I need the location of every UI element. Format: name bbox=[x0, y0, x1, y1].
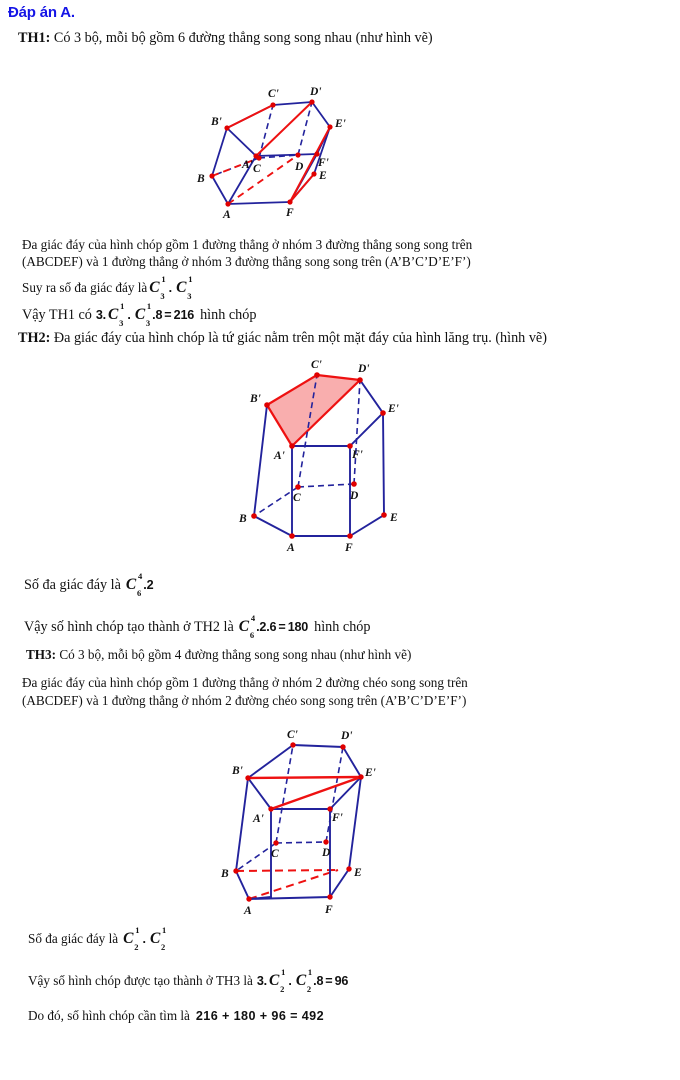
highlighted-quad-ABCD-prime bbox=[267, 375, 360, 446]
red-hidden-diagonals bbox=[236, 870, 338, 899]
th3-so-prefix: Số đa giác đáy là bbox=[28, 931, 119, 946]
th2-so-prefix: Số đa giác đáy là bbox=[24, 577, 121, 593]
th1-vay-lead: 3. bbox=[95, 308, 106, 322]
vertex-label-Dp: D' bbox=[341, 730, 353, 742]
comb-c1-2-b: C 1 2 bbox=[149, 925, 167, 952]
th3-vay-result: 96 bbox=[334, 974, 349, 988]
red-solid-diagonals bbox=[248, 777, 361, 809]
th1-suyra-prefix: Suy ra số đa giác đáy là bbox=[22, 280, 148, 295]
vertex-label-Dp: D' bbox=[358, 363, 370, 375]
th3-para-line1: Đa giác đáy của hình chóp gồm 1 đường thẳng ở nhóm 2 đường chéo song song trên bbox=[22, 675, 468, 690]
th3-so-line bbox=[28, 925, 167, 952]
th3-vay-mid: .8 bbox=[313, 974, 324, 988]
vertex-label-Fp: F' bbox=[352, 449, 363, 461]
figure-th3 bbox=[198, 726, 413, 918]
th3-label: TH3: bbox=[26, 647, 57, 662]
math-dot-3: . bbox=[142, 932, 146, 946]
vertex-label-Bp: B' bbox=[232, 765, 243, 777]
th1-vay-prefix: Vậy TH1 có bbox=[22, 307, 92, 323]
vertex-label-Cp: C' bbox=[287, 729, 298, 741]
th1-para-line1: Đa giác đáy của hình chóp gồm 1 đường thẳng ở nhóm 3 đường thẳng song song trên bbox=[22, 237, 473, 252]
comb-c1-2-a: C 1 2 bbox=[123, 925, 140, 952]
vertex-label-Ap: A' bbox=[242, 159, 253, 171]
th3-heading bbox=[26, 646, 411, 663]
vertex-label-A: A bbox=[244, 905, 252, 917]
vertex-label-B: B bbox=[197, 173, 205, 185]
vertex-label-F: F bbox=[286, 207, 294, 219]
vertex-label-D: D bbox=[295, 161, 304, 173]
hexagonal-prism-th2-svg bbox=[212, 358, 437, 558]
vertex-label-A: A bbox=[287, 542, 295, 554]
solid-edges-blue bbox=[212, 102, 330, 204]
comb-c1-3-b: C 1 3 bbox=[176, 274, 193, 301]
figure-th2 bbox=[212, 358, 437, 558]
th2-label: TH2: bbox=[18, 330, 51, 346]
conclusion-expr: 216 + 180 + 96 = 492 bbox=[195, 1009, 324, 1023]
hexagonal-prism-th3-svg bbox=[198, 726, 413, 918]
comb-c1-2-c: C 1 2 bbox=[268, 967, 286, 994]
red-parallels bbox=[227, 102, 330, 202]
conclusion-prefix: Do đó, số hình chóp cần tìm là bbox=[28, 1008, 190, 1023]
vertex-label-Fp: F' bbox=[318, 157, 329, 169]
figure-th1 bbox=[185, 55, 400, 230]
vertex-label-B: B bbox=[221, 868, 229, 880]
th2-so-suffix: .2 bbox=[143, 578, 154, 592]
vertex-label-Cp: C' bbox=[268, 88, 279, 100]
math-dot-2: . bbox=[127, 308, 131, 322]
th1-vay-result: 216 bbox=[173, 308, 195, 322]
th2-vay-mid: .2.6 bbox=[256, 620, 277, 634]
vertex-label-E: E bbox=[319, 170, 327, 182]
vertex-label-Dp: D' bbox=[310, 86, 322, 98]
th1-para-line2: (ABCDEF) và 1 đường thẳng ở nhóm 3 đường thẳng song song trên (A’B’C’D’E’F’) bbox=[22, 254, 471, 269]
comb-c1-3-a: C 1 3 bbox=[149, 274, 166, 301]
th2-text: Đa giác đáy của hình chóp là tứ giác nằm trên một mặt đáy của hình lăng trụ. (hình vẽ) bbox=[50, 330, 547, 346]
th3-vay-lead: 3. bbox=[256, 974, 267, 988]
vertex-label-Bp: B' bbox=[250, 393, 261, 405]
vertex-label-Ep: E' bbox=[335, 118, 346, 130]
vertex-label-Bp: B' bbox=[211, 116, 222, 128]
math-dot-4: . bbox=[288, 974, 292, 988]
vertex-label-Ep: E' bbox=[388, 403, 399, 415]
vertex-label-D: D bbox=[322, 847, 331, 859]
vertex-label-B: B bbox=[239, 513, 247, 525]
th2-vay-line bbox=[24, 613, 371, 640]
vertex-label-D: D bbox=[350, 490, 359, 502]
vertex-label-E: E bbox=[354, 867, 362, 879]
math-dot-1: . bbox=[168, 281, 173, 295]
vertex-label-Ep: E' bbox=[365, 767, 376, 779]
th3-vay-prefix: Vậy số hình chóp được tạo thành ở TH3 là bbox=[28, 973, 253, 988]
conclusion-line bbox=[28, 1008, 324, 1024]
th1-suyra-line bbox=[22, 274, 193, 301]
vertex-label-C: C bbox=[293, 492, 301, 504]
th3-para-line2: (ABCDEF) và 1 đường thẳng ở nhóm 2 đường chéo song song trên (A’B’C’D’E’F’) bbox=[22, 693, 467, 708]
th2-heading bbox=[18, 330, 547, 347]
vertex-label-Cp: C' bbox=[311, 359, 322, 371]
vertex-label-F: F bbox=[325, 904, 333, 916]
th1-vay-eq: = bbox=[164, 308, 172, 322]
comb-c4-6-a: C 4 6 bbox=[125, 571, 143, 598]
th1-text: Có 3 bộ, mỗi bộ gồm 6 đường thẳng song song nhau (như hình vẽ) bbox=[50, 30, 433, 46]
vertex-label-C: C bbox=[253, 163, 261, 175]
th3-vay-line bbox=[28, 967, 349, 994]
th1-vay-suffix: hình chóp bbox=[200, 307, 257, 323]
th1-vay-line bbox=[22, 301, 257, 328]
vertex-label-Ap: A' bbox=[253, 813, 264, 825]
th2-vay-eq: = bbox=[278, 620, 286, 634]
comb-c1-3-d: C 1 3 bbox=[134, 301, 152, 328]
vertex-label-Fp: F' bbox=[332, 812, 343, 824]
vertex-label-C: C bbox=[271, 848, 279, 860]
vertex-label-A: A bbox=[223, 209, 231, 221]
th2-so-line bbox=[24, 571, 154, 598]
th3-text: Có 3 bộ, mỗi bộ gồm 4 đường thẳng song song nhau (như hình vẽ) bbox=[56, 647, 412, 662]
th2-vay-prefix: Vậy số hình chóp tạo thành ở TH2 là bbox=[24, 619, 234, 635]
comb-c1-2-d: C 1 2 bbox=[295, 967, 313, 994]
page-title: Đáp án A. bbox=[8, 4, 75, 21]
vertex-label-E: E bbox=[390, 512, 398, 524]
th1-heading bbox=[18, 30, 433, 47]
comb-c1-3-c: C 1 3 bbox=[107, 301, 125, 328]
vertex-label-Ap: A' bbox=[274, 450, 285, 462]
comb-c4-6-b: C 4 6 bbox=[238, 613, 256, 640]
th1-vay-mid: .8 bbox=[152, 308, 163, 322]
th1-label: TH1: bbox=[18, 30, 51, 46]
th2-vay-result: 180 bbox=[287, 620, 309, 634]
th3-vay-eq: = bbox=[325, 974, 333, 988]
th2-vay-suffix: hình chóp bbox=[314, 619, 371, 635]
hexagonal-prism-th1-svg bbox=[185, 55, 400, 230]
vertex-label-F: F bbox=[345, 542, 353, 554]
